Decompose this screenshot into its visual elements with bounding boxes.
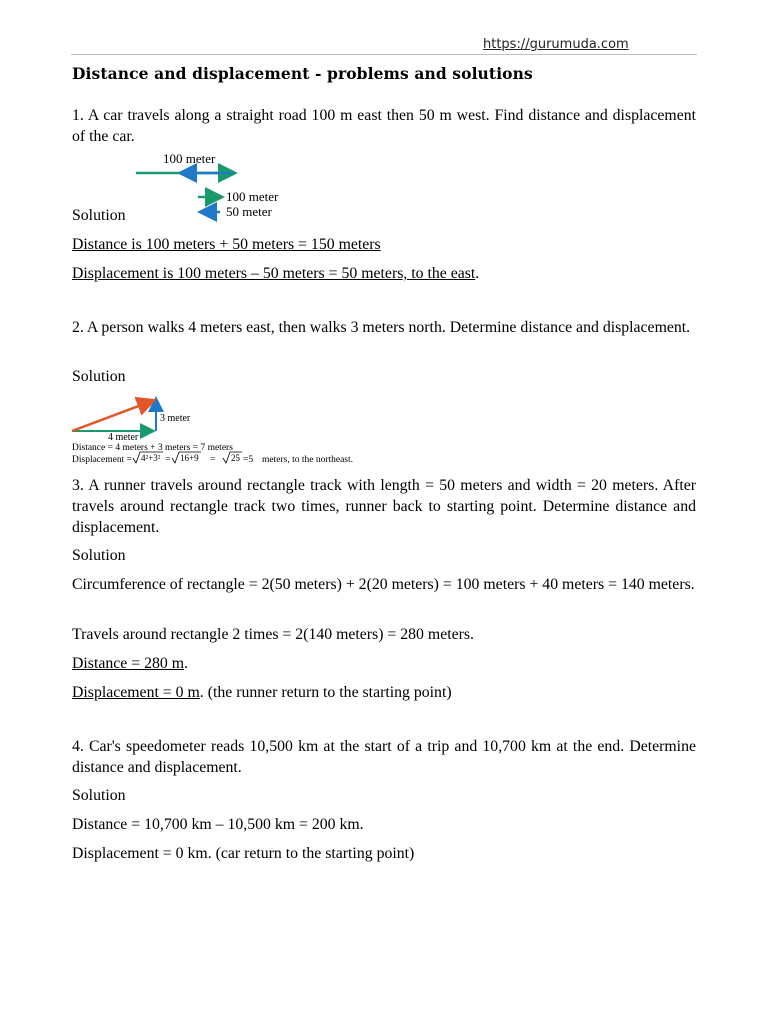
distance-summary: Distance = 4 meters + 3 meters = 7 meters [72,443,233,453]
displacement-suffix: meters, to the northeast. [262,455,354,465]
resultant-displacement-arrow [72,401,152,431]
problem-4-question: 4. Car's speedometer reads 10,500 km at the start of a trip and 10,700 km at the end. Determine distance and displacement. [72,738,696,776]
problem-3-solution-label: Solution [72,547,126,564]
problem-1-top-label: 100 meter [163,151,216,166]
legend-blue-label: 50 meter [226,204,272,219]
problem-3-distance [72,653,696,674]
displacement-root-2: 16+9 [180,453,199,463]
legend-green-label: 100 meter [226,189,279,204]
label-3-meter: 3 meter [160,413,191,424]
problem-1-question: 1. A car travels along a straight road 100 m east then 50 m west. Find distance and displacement of the car. [72,107,696,145]
problem-2-solution-label: Solution [72,368,126,385]
header-divider [71,54,697,55]
problem-4-solution-label: Solution [72,787,126,804]
problem-3-travels: Travels around rectangle 2 times = 2(140 meters) = 280 meters. [72,626,474,643]
problem-1-displacement-text: Displacement is 100 meters – 50 meters = 50 meters, to the east [72,265,476,282]
displacement-root-3: 25 [231,453,240,463]
displacement-result: =5 [243,455,254,465]
label-4-meter: 4 meter [108,432,139,443]
problem-1-distance [72,234,696,255]
problem-1-distance-text: Distance is 100 meters + 50 meters = 150 meters [72,236,381,253]
problem-1-displacement [72,263,696,284]
problem-2-question: 2. A person walks 4 meters east, then walks 3 meters north. Determine distance and displacement. [72,319,691,336]
problem-3-question: 3. A runner travels around rectangle track with length = 50 meters and width = 20 meters. After travels around rectangle track two times, runner back to starting point. Determine distance and displacement. [72,477,696,536]
problem-3-displacement-rest: . (the runner return to the starting point) [199,684,452,701]
problem-2-figure [70,394,360,466]
header-url-link[interactable]: https://gurumuda.com [483,37,629,52]
problem-4-distance: Distance = 10,700 km – 10,500 km = 200 km. [72,816,364,833]
problem-4-displacement: Displacement = 0 km. (car return to the starting point) [72,845,415,862]
problem-3-distance-rest: . [184,655,188,672]
problem-3-circumference: Circumference of rectangle = 2(50 meters) + 2(20 meters) = 100 meters + 40 meters = 140 meters. [72,576,695,593]
displacement-eq-1: = [165,455,171,465]
problem-3-displacement-text: Displacement = 0 m [72,684,200,701]
problem-3-displacement [72,682,696,703]
page-title: Distance and displacement - problems and solutions [72,64,533,83]
problem-1-displacement-rest: . [475,265,480,282]
problem-1-solution-label: Solution [72,207,126,224]
displacement-root-1: 4²+3² [141,453,161,463]
displacement-eq-2: = [210,455,216,465]
displacement-prefix: Displacement = [72,455,132,465]
problem-3-distance-text: Distance = 280 m [72,655,185,672]
